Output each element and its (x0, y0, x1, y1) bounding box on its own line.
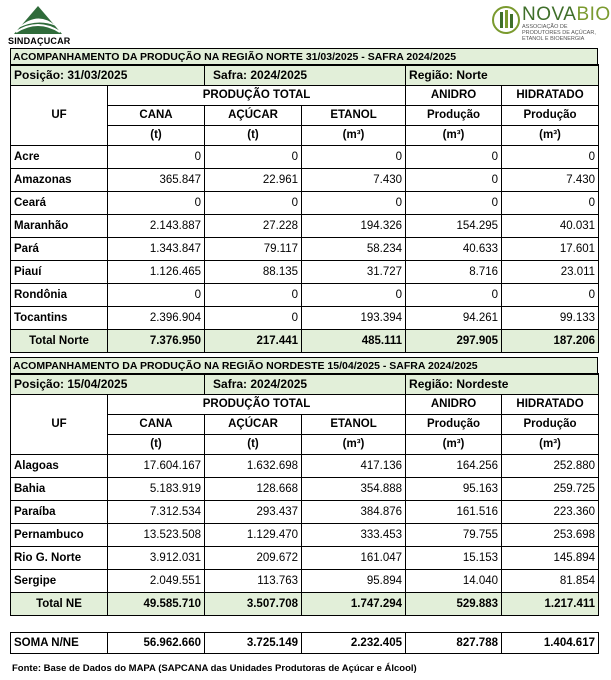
anidro-producao-header: Produção (406, 414, 502, 434)
cana-value: 0 (108, 283, 205, 306)
etanol-value: 194.326 (302, 214, 406, 237)
table-row (11, 260, 599, 283)
producao-total-header: PRODUÇÃO TOTAL (108, 85, 406, 105)
table-row (11, 214, 599, 237)
etanol-value: 354.888 (302, 477, 406, 500)
total-hidratado: 1.217.411 (502, 592, 599, 615)
uf-name: Acre (11, 145, 108, 168)
table-row (11, 523, 599, 546)
uf-header: UF (11, 394, 108, 454)
total-anidro: 529.883 (406, 592, 502, 615)
uf-name: Amazonas (11, 168, 108, 191)
etanol-value: 0 (302, 283, 406, 306)
hidratado-unit: (m³) (502, 125, 599, 145)
total-cana: 49.585.710 (108, 592, 205, 615)
anidro-unit: (m³) (406, 434, 502, 454)
etanol-value: 333.453 (302, 523, 406, 546)
uf-name: Tocantins (11, 306, 108, 329)
hidratado-header: HIDRATADO (502, 85, 599, 105)
etanol-value: 7.430 (302, 168, 406, 191)
uf-name: Bahia (11, 477, 108, 500)
norte-posicao: Posição: 31/03/2025 (11, 65, 205, 85)
etanol-value: 161.047 (302, 546, 406, 569)
etanol-unit: (m³) (302, 434, 406, 454)
anidro-value: 94.261 (406, 306, 502, 329)
acucar-value: 113.763 (205, 569, 302, 592)
anidro-value: 0 (406, 168, 502, 191)
cana-value: 5.183.919 (108, 477, 205, 500)
producao-total-header: PRODUÇÃO TOTAL (108, 394, 406, 414)
novabio-name-b: BIO (576, 4, 611, 25)
cana-value: 7.312.534 (108, 500, 205, 523)
acucar-unit: (t) (205, 434, 302, 454)
acucar-value: 0 (205, 283, 302, 306)
total-etanol: 485.111 (302, 329, 406, 352)
hidratado-value: 0 (502, 283, 599, 306)
hidratado-value: 253.698 (502, 523, 599, 546)
etanol-value: 0 (302, 145, 406, 168)
cana-value: 1.343.847 (108, 237, 205, 260)
total-acucar: 3.507.708 (205, 592, 302, 615)
etanol-value: 95.894 (302, 569, 406, 592)
nordeste-safra: Safra: 2024/2025 (205, 374, 406, 394)
hidratado-value: 223.360 (502, 500, 599, 523)
hidratado-producao-header: Produção (502, 414, 599, 434)
uf-name: Alagoas (11, 454, 108, 477)
acucar-value: 209.672 (205, 546, 302, 569)
anidro-value: 95.163 (406, 477, 502, 500)
total-label: Total NE (11, 592, 108, 615)
cana-value: 3.912.031 (108, 546, 205, 569)
anidro-value: 0 (406, 145, 502, 168)
table-row (11, 145, 599, 168)
acucar-value: 88.135 (205, 260, 302, 283)
etanol-value: 0 (302, 191, 406, 214)
total-label: Total Norte (11, 329, 108, 352)
cana-unit: (t) (108, 434, 205, 454)
soma-row (11, 633, 599, 654)
table-row (11, 168, 599, 191)
soma-label: SOMA N/NE (11, 633, 108, 654)
acucar-value: 1.129.470 (205, 523, 302, 546)
novabio-name-a: NOVA (522, 4, 577, 25)
cana-value: 17.604.167 (108, 454, 205, 477)
cana-header: CANA (108, 414, 205, 434)
norte-total-row (11, 329, 599, 352)
hidratado-value: 0 (502, 145, 599, 168)
table-row (11, 306, 599, 329)
acucar-value: 22.961 (205, 168, 302, 191)
acucar-value: 0 (205, 306, 302, 329)
anidro-header: ANIDRO (406, 85, 502, 105)
anidro-value: 15.153 (406, 546, 502, 569)
soma-anidro: 827.788 (406, 633, 502, 654)
hidratado-value: 145.894 (502, 546, 599, 569)
total-anidro: 297.905 (406, 329, 502, 352)
hidratado-value: 23.011 (502, 260, 599, 283)
etanol-value: 384.876 (302, 500, 406, 523)
anidro-value: 14.040 (406, 569, 502, 592)
uf-header: UF (11, 85, 108, 145)
hidratado-value: 252.880 (502, 454, 599, 477)
hidratado-value: 99.133 (502, 306, 599, 329)
table-row (11, 191, 599, 214)
nordeste-position-row (11, 374, 599, 394)
soma-cana: 56.962.660 (108, 633, 205, 654)
nordeste-total-row (11, 592, 599, 615)
uf-name: Pernambuco (11, 523, 108, 546)
nordeste-posicao: Posição: 15/04/2025 (11, 374, 205, 394)
cana-value: 2.396.904 (108, 306, 205, 329)
anidro-value: 79.755 (406, 523, 502, 546)
cana-value: 0 (108, 191, 205, 214)
nordeste-section-title: ACOMPANHAMENTO DA PRODUÇÃO NA REGIÃO NORDESTE 15/04/2025 - SAFRA 2024/2025 (10, 357, 598, 373)
acucar-value: 1.632.698 (205, 454, 302, 477)
cana-header: CANA (108, 105, 205, 125)
total-cana: 7.376.950 (108, 329, 205, 352)
total-acucar: 217.441 (205, 329, 302, 352)
novabio-subtitle: ASSOCIAÇÃO DE PRODUTORES DE AÇÚCAR, ETANOL E BIOENERGIA (522, 24, 596, 42)
table-row (11, 454, 599, 477)
source-note: Fonte: Base de Dados do MAPA (SAPCANA das Unidades Produtoras de Açúcar e Álcool) (12, 663, 417, 674)
norte-safra: Safra: 2024/2025 (205, 65, 406, 85)
sindacucar-emblem-icon (8, 4, 68, 36)
cana-value: 1.126.465 (108, 260, 205, 283)
uf-name: Sergipe (11, 569, 108, 592)
total-hidratado: 187.206 (502, 329, 599, 352)
norte-section-title: ACOMPANHAMENTO DA PRODUÇÃO NA REGIÃO NORTE 31/03/2025 - SAFRA 2024/2025 (10, 48, 598, 64)
hidratado-value: 81.854 (502, 569, 599, 592)
table-row (11, 500, 599, 523)
acucar-value: 79.117 (205, 237, 302, 260)
hidratado-unit: (m³) (502, 434, 599, 454)
sindacucar-logo-text: SINDAÇUCAR (8, 36, 71, 46)
acucar-unit: (t) (205, 125, 302, 145)
anidro-value: 40.633 (406, 237, 502, 260)
norte-table (10, 64, 599, 353)
hidratado-value: 259.725 (502, 477, 599, 500)
anidro-value: 164.256 (406, 454, 502, 477)
acucar-header: AÇÚCAR (205, 105, 302, 125)
uf-name: Maranhão (11, 214, 108, 237)
anidro-header: ANIDRO (406, 394, 502, 414)
novabio-emblem-icon (492, 4, 520, 36)
acucar-value: 293.437 (205, 500, 302, 523)
hidratado-value: 7.430 (502, 168, 599, 191)
sindacucar-logo (8, 4, 80, 48)
acucar-value: 0 (205, 191, 302, 214)
hidratado-value: 0 (502, 191, 599, 214)
hidratado-value: 40.031 (502, 214, 599, 237)
etanol-value: 417.136 (302, 454, 406, 477)
acucar-header: AÇÚCAR (205, 414, 302, 434)
soma-etanol: 2.232.405 (302, 633, 406, 654)
norte-position-row (11, 65, 599, 85)
anidro-value: 161.516 (406, 500, 502, 523)
etanol-value: 58.234 (302, 237, 406, 260)
soma-acucar: 3.725.149 (205, 633, 302, 654)
anidro-value: 154.295 (406, 214, 502, 237)
anidro-value: 8.716 (406, 260, 502, 283)
table-row (11, 237, 599, 260)
hidratado-value: 17.601 (502, 237, 599, 260)
uf-name: Ceará (11, 191, 108, 214)
table-row (11, 283, 599, 306)
total-etanol: 1.747.294 (302, 592, 406, 615)
nordeste-regiao: Região: Nordeste (406, 374, 599, 394)
uf-name: Rondônia (11, 283, 108, 306)
soma-table (10, 632, 599, 654)
uf-name: Pará (11, 237, 108, 260)
anidro-value: 0 (406, 191, 502, 214)
uf-name: Rio G. Norte (11, 546, 108, 569)
cana-unit: (t) (108, 125, 205, 145)
table-row (11, 546, 599, 569)
etanol-value: 193.394 (302, 306, 406, 329)
etanol-value: 31.727 (302, 260, 406, 283)
hidratado-header: HIDRATADO (502, 394, 599, 414)
acucar-value: 27.228 (205, 214, 302, 237)
anidro-value: 0 (406, 283, 502, 306)
cana-value: 13.523.508 (108, 523, 205, 546)
etanol-header: ETANOL (302, 105, 406, 125)
anidro-producao-header: Produção (406, 105, 502, 125)
etanol-unit: (m³) (302, 125, 406, 145)
acucar-value: 0 (205, 145, 302, 168)
cana-value: 0 (108, 145, 205, 168)
uf-name: Piauí (11, 260, 108, 283)
cana-value: 365.847 (108, 168, 205, 191)
cana-value: 2.143.887 (108, 214, 205, 237)
hidratado-producao-header: Produção (502, 105, 599, 125)
soma-hidratado: 1.404.617 (502, 633, 599, 654)
cana-value: 2.049.551 (108, 569, 205, 592)
nordeste-table (10, 373, 599, 616)
table-row (11, 569, 599, 592)
uf-name: Paraíba (11, 500, 108, 523)
novabio-name (522, 4, 611, 26)
table-row (11, 477, 599, 500)
norte-regiao: Região: Norte (406, 65, 599, 85)
acucar-value: 128.668 (205, 477, 302, 500)
etanol-header: ETANOL (302, 414, 406, 434)
anidro-unit: (m³) (406, 125, 502, 145)
novabio-logo (492, 4, 611, 42)
